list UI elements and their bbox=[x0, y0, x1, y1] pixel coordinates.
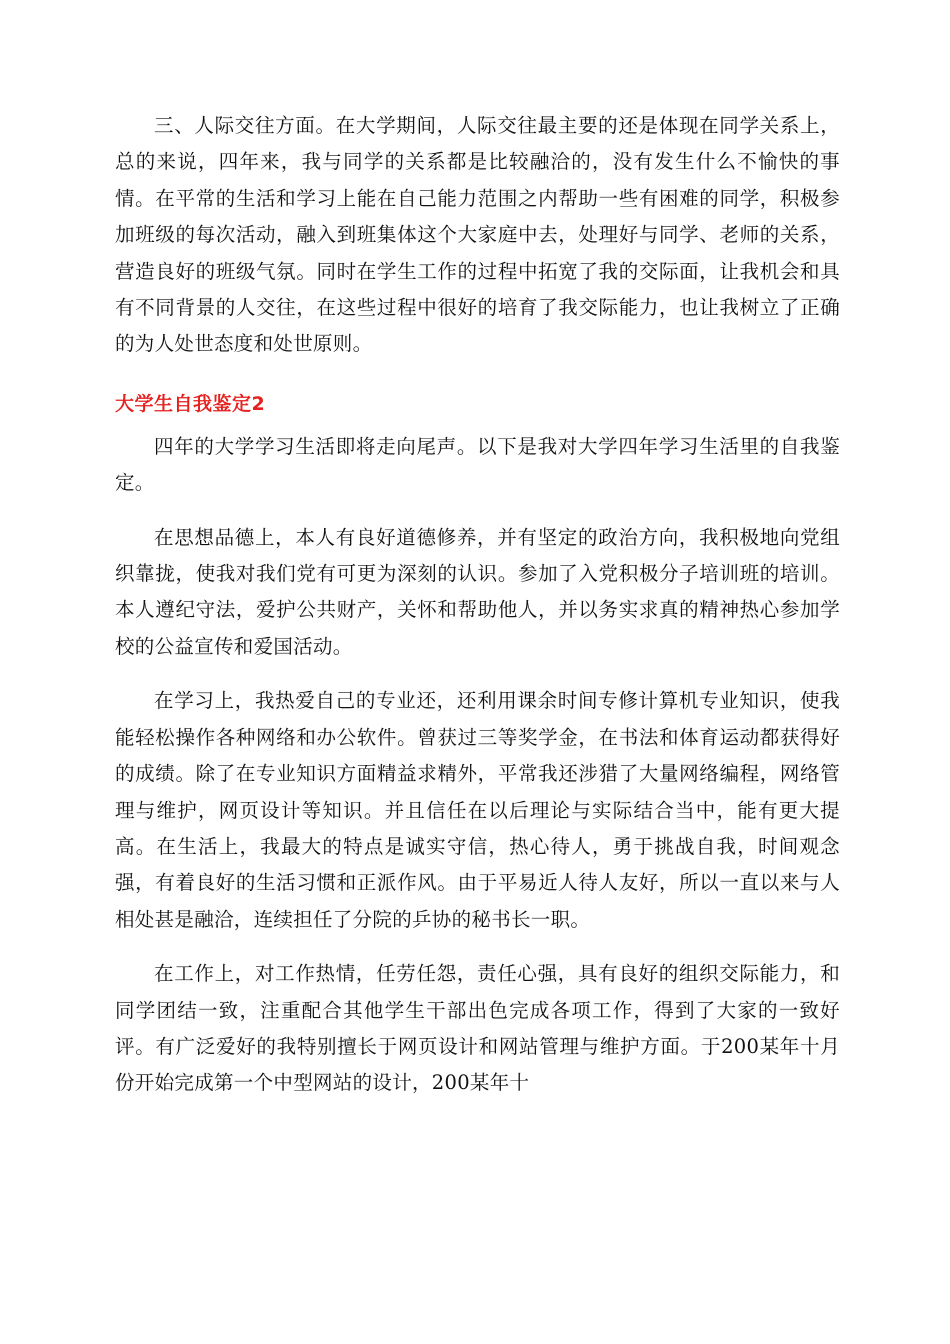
paragraph-work: 在工作上，对工作热情，任劳任怨，责任心强，具有良好的组织交际能力，和同学团结一致，注重配合其他学生干部出色完成各项工作，得到了大家的一致好评。有广泛爱好的我特别擅长于网页设计和网站管理与维护方面。于200某年十月份开始完成第一个中型网站的设计，200某年十 bbox=[115, 962, 840, 1095]
paragraph-study: 在学习上，我热爱自己的专业还，还利用课余时间专修计算机专业知识，使我能轻松操作各种网络和办公软件。曾获过三等奖学金，在书法和体育运动都获得好的成绩。除了在专业知识方面精益求精外，平常我还涉猎了大量网络编程，网络管理与维护，网页设计等知识。并且信任在以后理论与实际结合当中，能有更大提高。在生活上，我最大的特点是诚实守信，热心待人，勇于挑战自我，时间观念强，有着良好的生活习惯和正派作风。由于平易近人待人友好，所以一直以来与人相处甚是融洽，连续担任了分院的乒协的秘书长一职。 bbox=[115, 689, 840, 931]
paragraph-intro: 四年的大学学习生活即将走向尾声。以下是我对大学四年学习生活里的自我鉴定。 bbox=[115, 434, 840, 495]
paragraph-interpersonal: 三、人际交往方面。在大学期间，人际交往最主要的还是体现在同学关系上，总的来说，四年来，我与同学的关系都是比较融洽的，没有发生什么不愉快的事情。在平常的生活和学习上能在自己能力范围之内帮助一些有困难的同学，积极参加班级的每次活动，融入到班集体这个大家庭中去，处理好与同学、老师的关系，营造良好的班级气氛。同时在学生工作的过程中拓宽了我的交际面，让我机会和具有不同背景的人交往，在这些过程中很好的培育了我交际能力，也让我树立了正确的为人处世态度和处世原则。 bbox=[115, 114, 840, 356]
document-body bbox=[115, 108, 840, 1102]
section-heading: 大学生自我鉴定2 bbox=[115, 392, 266, 415]
paragraph-moral: 在思想品德上，本人有良好道德修养，并有坚定的政治方向，我积极地向党组织靠拢，使我对我们党有可更为深刻的认识。参加了入党积极分子培训班的培训。本人遵纪守法，爱护公共财产，关怀和帮助他人，并以务实求真的精神热心参加学校的公益宣传和爱国活动。 bbox=[115, 525, 840, 658]
